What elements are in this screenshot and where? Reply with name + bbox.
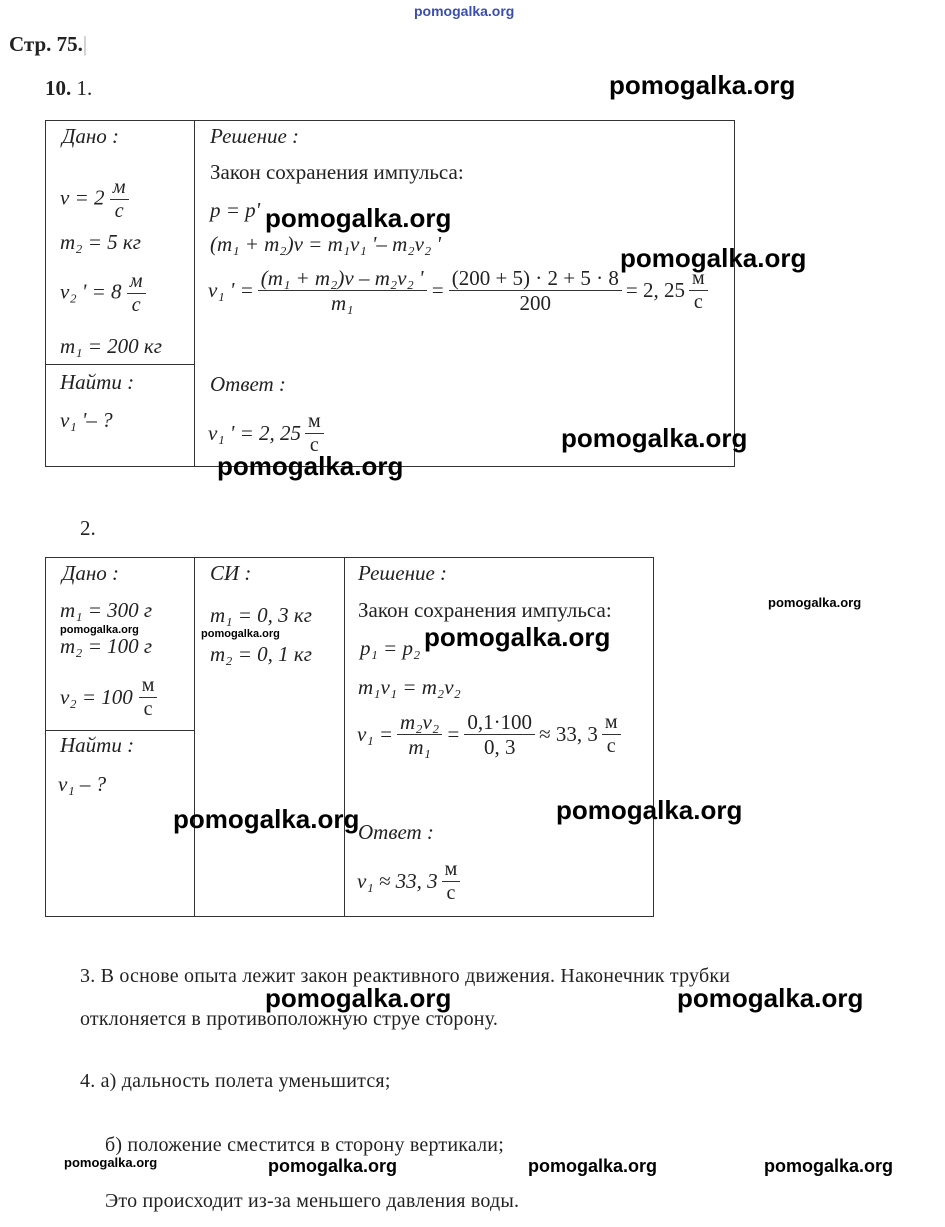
page-ref-tail: |: [82, 32, 88, 56]
unit-num: м: [689, 267, 708, 291]
unit-den: с: [114, 200, 124, 222]
task1-given-m1: m₁ = 200 кг: [60, 334, 162, 358]
task2-eq3-eq: =: [446, 722, 461, 747]
unit-num: м: [127, 270, 146, 294]
task2-si-m1: m₁ = 0, 3 кг: [210, 603, 312, 627]
task2-dano-label: Дано :: [62, 561, 120, 585]
task2-law: Закон сохранения импульса:: [358, 598, 612, 622]
paragraph-4a: 4. а) дальность полета уменьшится;: [80, 1070, 391, 1092]
frac-den: m₁: [408, 735, 431, 760]
task2-given-v2-text: v₂ = 100: [60, 685, 133, 709]
watermark: pomogalka.org: [764, 1156, 894, 1176]
task2-eq3-frac2: [464, 710, 535, 759]
paragraph-4b: б) положение сместится в сторону вертикали;: [105, 1134, 504, 1156]
unit-fraction: [110, 176, 129, 223]
frac-num: (200 + 5) · 2 + 5 · 8: [449, 266, 622, 291]
task1-eq2: (m₁ + m₂)v = m₁v₁ '– m₂v₂ ': [210, 232, 441, 256]
frac-num: m₂v₂: [397, 710, 442, 735]
unit-den: с: [693, 291, 703, 314]
task2-find-label: Найти :: [60, 733, 135, 757]
unit-den: с: [606, 735, 616, 758]
watermark: pomogalka.org: [528, 1156, 658, 1176]
task2-eq3-lhs: v₁ =: [357, 722, 394, 747]
unit-num: м: [110, 176, 129, 200]
task2-eq3-result: ≈ 33, 3: [539, 722, 598, 747]
site-watermark-top: pomogalka.org: [414, 3, 515, 19]
task1-law: Закон сохранения импульса:: [210, 160, 464, 184]
watermark: pomogalka.org: [620, 243, 807, 273]
unit-den: с: [309, 434, 319, 456]
task2-divider-1: [194, 557, 195, 916]
task1-answer: [208, 410, 324, 457]
part2-label: 2.: [80, 516, 96, 540]
watermark: pomogalka.org: [60, 624, 139, 636]
paragraph-3-line1: 3. В основе опыта лежит закон реактивного движения. Наконечник трубки: [80, 965, 731, 987]
unit-fraction: [127, 270, 146, 317]
task2-given-m2: m₂ = 100 г: [60, 634, 153, 658]
unit-fraction: [305, 410, 324, 457]
task1-eq3-lhs: v₁ ' =: [208, 278, 254, 303]
task1-answer-label: Ответ :: [210, 372, 286, 396]
unit-num: м: [305, 410, 324, 434]
task1-solution-label: Решение :: [210, 124, 300, 148]
task1-find-label: Найти :: [60, 370, 135, 394]
watermark: pomogalka.org: [561, 423, 748, 453]
task2-si-m2: m₂ = 0, 1 кг: [210, 642, 312, 666]
unit-fraction: [442, 858, 461, 905]
unit-num: м: [139, 674, 158, 698]
paragraph-3-line2: отклоняется в противоположную струе сторону.: [80, 1008, 499, 1030]
task2-eq2: m₁v₁ = m₂v₂: [358, 675, 461, 699]
task2-find: v₁ – ?: [58, 772, 107, 796]
task2-given-m1: m₁ = 300 г: [60, 598, 153, 622]
watermark: pomogalka.org: [217, 451, 404, 481]
unit-fraction: [602, 711, 621, 758]
task1-divider: [194, 120, 195, 466]
task2-eq3: [357, 710, 621, 759]
task1-eq3-result: = 2, 25: [625, 278, 685, 303]
watermark: pomogalka.org: [677, 983, 864, 1013]
task1-given-find-divider: [45, 364, 195, 365]
task2-answer-label: Ответ :: [358, 820, 434, 844]
page-ref-text: Стр. 75.: [9, 32, 83, 56]
frac-den: 0, 3: [483, 735, 516, 760]
watermark: pomogalka.org: [265, 983, 452, 1013]
watermark: pomogalka.org: [173, 804, 360, 834]
task1-eq1: p = p': [210, 198, 261, 222]
problem-number: 10.: [45, 76, 72, 100]
unit-den: с: [446, 882, 456, 904]
task2-given-find-divider: [45, 730, 195, 731]
task1-eq3-frac1: [258, 266, 427, 315]
task1-given-m2: m₂ = 5 кг: [60, 230, 141, 254]
watermark: pomogalka.org: [268, 1156, 398, 1176]
task1-find: v₁ '– ?: [60, 408, 113, 432]
watermark: pomogalka.org: [424, 622, 611, 652]
part1-label: 1.: [76, 76, 93, 100]
task2-answer: [357, 858, 460, 905]
unit-fraction: [139, 674, 158, 721]
task2-given-v2: [60, 674, 157, 721]
watermark: pomogalka.org: [609, 70, 796, 100]
watermark: pomogalka.org: [265, 203, 452, 233]
task1-eq3-eq: =: [430, 278, 445, 303]
paragraph-4c: Это происходит из-за меньшего давления воды.: [105, 1190, 520, 1212]
task2-eq3-frac1: [397, 710, 442, 759]
watermark: pomogalka.org: [201, 628, 280, 640]
task2-si-label: СИ :: [210, 561, 252, 585]
task2-eq1: p₁ = p₂: [360, 636, 421, 660]
unit-fraction: [689, 267, 708, 314]
task2-divider-2: [344, 557, 345, 916]
frac-num: 0,1·100: [464, 710, 535, 735]
task1-given-v2: [60, 270, 146, 317]
task1-given-v: [60, 176, 129, 223]
problem-heading: [45, 76, 92, 101]
task2-solution-label: Решение :: [358, 561, 448, 585]
frac-num: (m₁ + m₂)v – m₂v₂ ': [258, 266, 427, 291]
watermark: pomogalka.org: [768, 595, 862, 610]
task1-given-v-text: v = 2: [60, 185, 105, 210]
task1-answer-text: v₁ ' = 2, 25: [208, 421, 302, 445]
frac-den: m₁: [330, 291, 354, 316]
unit-den: с: [131, 294, 141, 316]
page-reference: [9, 32, 87, 57]
unit-num: м: [602, 711, 621, 735]
task2-answer-text: v₁ ≈ 33, 3: [357, 869, 438, 893]
task1-given-v2-text: v₂ ' = 8: [60, 279, 122, 304]
task1-eq3-frac2: [449, 266, 622, 315]
frac-den: 200: [519, 291, 552, 316]
unit-den: с: [143, 698, 153, 720]
task1-dano-label: Дано :: [62, 124, 120, 148]
unit-num: м: [442, 858, 461, 882]
watermark: pomogalka.org: [64, 1155, 158, 1170]
watermark: pomogalka.org: [556, 795, 743, 825]
